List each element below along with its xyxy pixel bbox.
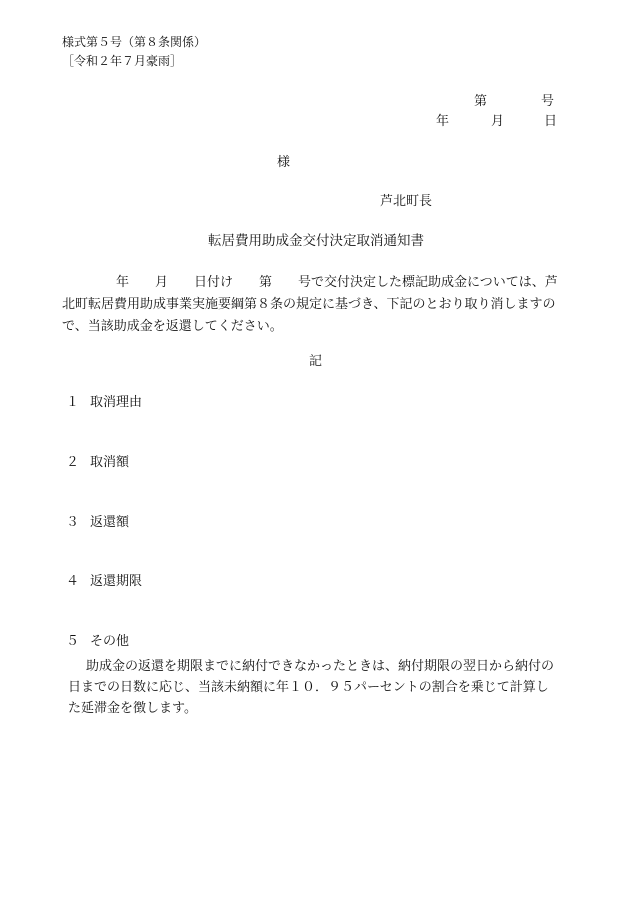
item-number: ５ xyxy=(66,634,80,649)
item-cancel-amount xyxy=(66,456,129,469)
item-label: 返還期限 xyxy=(90,574,143,589)
other-line-3: た延滞金を徴します。 xyxy=(68,701,197,716)
doc-number-go: 号 xyxy=(541,94,555,109)
item-number: ３ xyxy=(66,515,80,530)
date-day: 日 xyxy=(544,114,558,129)
document-date-line xyxy=(436,115,557,128)
date-year: 年 xyxy=(436,114,450,129)
other-paragraph xyxy=(68,656,588,719)
recipient-honorific: 様 xyxy=(277,155,291,170)
other-line-1: 助成金の返還を期限までに納付できなかったときは、納付期限の翌日から納付の xyxy=(86,659,555,674)
body-paragraph xyxy=(62,272,582,338)
disaster-tag: ［令和２年７月豪雨］ xyxy=(62,54,183,68)
doc-number-dai: 第 xyxy=(474,94,488,109)
form-number: 様式第５号（第８条関係） xyxy=(62,35,207,49)
item-number: ４ xyxy=(66,574,80,589)
body-line-2: 北町転居費用助成事業実施要綱第８条の規定に基づき、下記のとおり取り消しますの xyxy=(62,297,556,312)
document-number-line xyxy=(474,95,554,108)
date-month: 月 xyxy=(491,114,505,129)
item-number: １ xyxy=(66,395,80,410)
item-other xyxy=(66,635,129,648)
item-refund-deadline xyxy=(66,575,142,588)
item-cancel-reason xyxy=(66,396,142,409)
ki-heading: 記 xyxy=(309,354,323,369)
item-label: 取消理由 xyxy=(90,395,143,410)
body-line-3: で、当該助成金を返還してください。 xyxy=(62,319,283,334)
item-label: その他 xyxy=(90,634,130,649)
issuer-name: 芦北町長 xyxy=(380,194,433,209)
item-label: 取消額 xyxy=(90,455,130,470)
body-line-1: 年 月 日付け 第 号で交付決定した標記助成金については、芦 xyxy=(116,275,558,290)
other-line-2: 日までの日数に応じ、当該未納額に年１０．９５パーセントの割合を乗じて計算し xyxy=(68,680,549,695)
item-label: 返還額 xyxy=(90,515,130,530)
item-refund-amount xyxy=(66,516,129,529)
item-number: ２ xyxy=(66,455,80,470)
document-title: 転居費用助成金交付決定取消通知書 xyxy=(208,233,424,249)
